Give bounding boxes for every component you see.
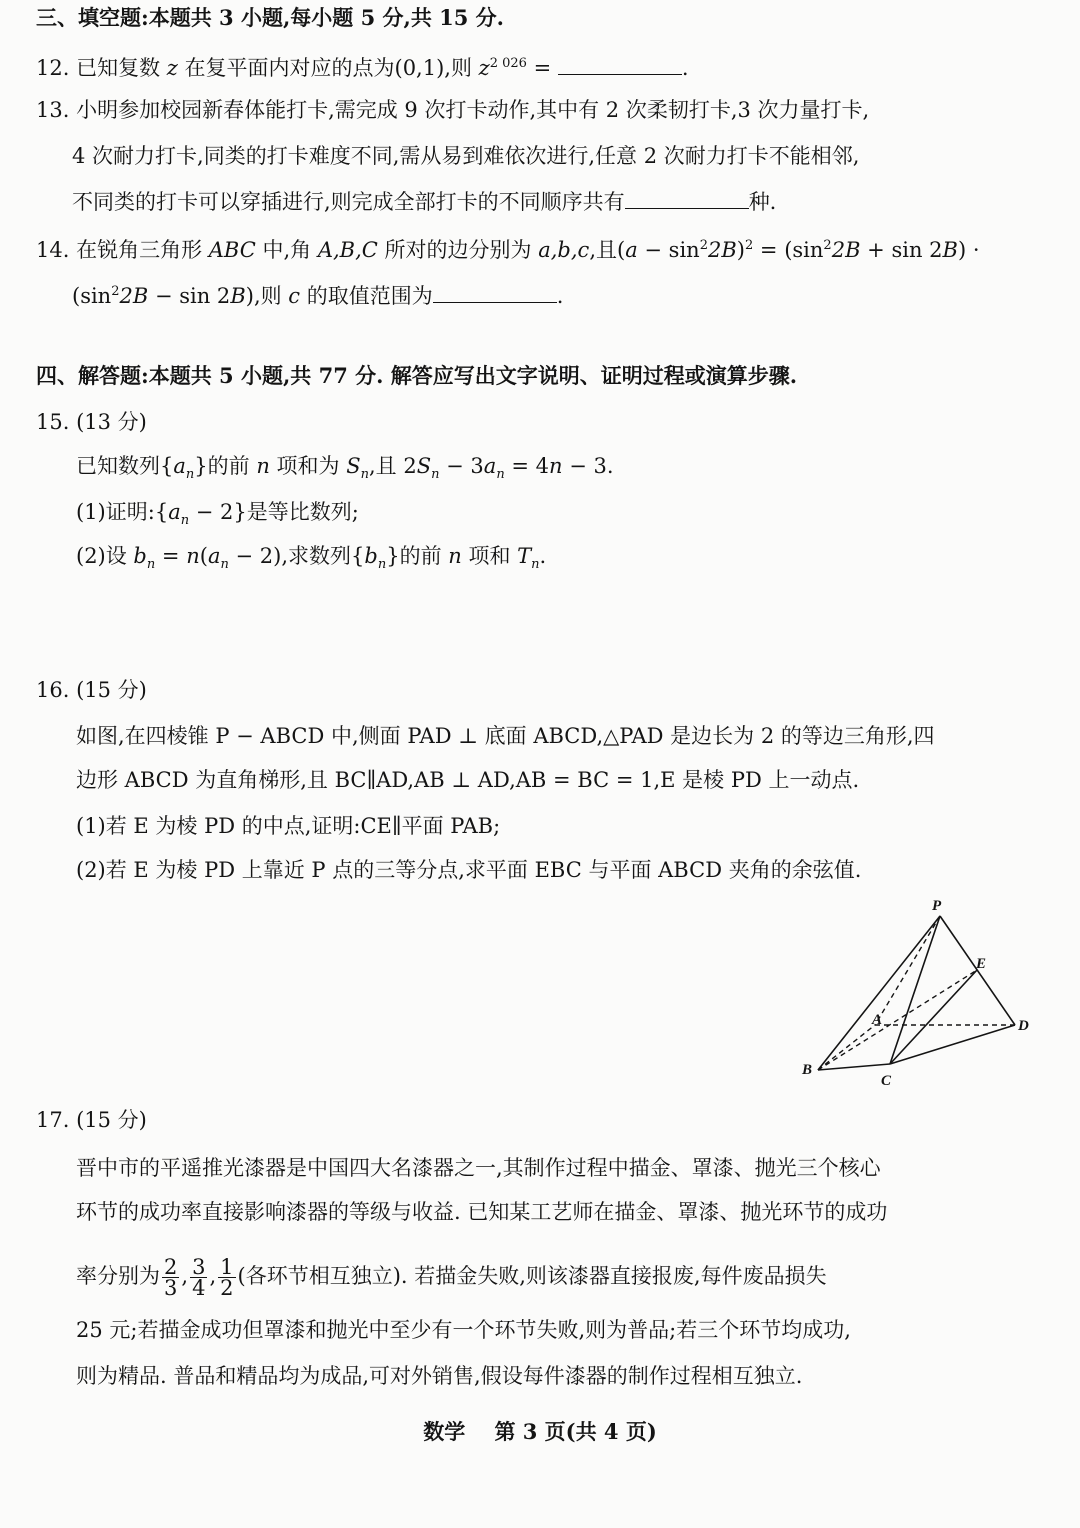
q14-sup: 2 [744,238,754,253]
pyramid-figure [790,892,1050,1092]
q14-text: ) · [957,238,980,262]
question-15-title: 15. (13 分) [36,410,147,434]
fraction [218,1257,235,1298]
q15-sub: n [180,513,190,529]
edge-pc [890,916,940,1064]
edge-pa [875,916,940,1025]
q14-var: ABC [208,238,256,262]
q14-sup: 2 [823,238,832,253]
answer-blank [558,54,682,75]
q12-exponent: 2 026 [489,56,527,71]
question-13-line-1: 13. 小明参加校园新春体能打卡,需完成 9 次打卡动作,其中有 2 次柔韧打卡,3 次力量打卡, [36,98,870,122]
question-16-title: 16. (15 分) [36,678,147,702]
q12-text: = [526,56,558,80]
q15-text: ,且 2 [368,454,417,478]
q15-text: 已知数列{ [76,454,174,478]
q15-sub: n [360,467,369,483]
q15-sub: n [220,557,229,573]
q14-var: 2B [707,238,737,262]
edge-bc [818,1064,890,1070]
q15-var: a [483,454,497,478]
fraction-numerator: 3 [192,1255,206,1279]
question-13-line-3 [72,188,776,216]
question-14-line-2 [72,278,563,310]
q15-sub: n [531,557,540,573]
answer-blank [433,282,557,303]
q14-var: B [230,284,246,308]
q15-sub: n [146,557,156,573]
q15-var: a [173,454,186,478]
q15-var: S [416,454,432,478]
label-p: P [932,898,942,914]
q14-text: 所对的边分别为 [377,238,539,262]
q15-var: T [517,544,532,568]
question-17-line-3 [76,1254,827,1298]
q15-text: . [539,544,547,568]
q15-var: n [186,544,200,568]
question-15-stem [76,452,614,489]
label-a: A [872,1012,883,1028]
q14-text: 中,角 [255,238,318,262]
q15-text: − 2),求数列{ [228,544,365,568]
question-17-line-5: 则为精品. 普品和精品均为成品,可对外销售,假设每件漆器的制作过程相互独立. [76,1364,803,1388]
q15-text: 项和 [461,544,518,568]
question-17-line-2: 环节的成功率直接影响漆器的等级与收益. 已知某工艺师在描金、罩漆、抛光环节的成功 [76,1200,888,1224]
q14-text: − sin 2 [148,284,231,308]
page-footer: 数学 第 3 页(共 4 页) [423,1419,657,1444]
q14-text: ) [736,238,745,262]
q14-text: . [556,284,564,308]
label-d: D [1018,1018,1029,1034]
q14-text: ,且( [589,238,626,262]
q14-sup: 2 [699,238,708,253]
section3-header: 三、填空题:本题共 3 小题,每小题 5 分,共 15 分. [36,5,504,30]
q15-text: (2)设 [76,544,134,568]
label-b: B [802,1062,813,1078]
q12-text: 在复平面内对应的点为(0,1),则 [177,56,479,80]
question-16-part-2: (2)若 E 为棱 PD 上靠近 P 点的三等分点,求平面 EBC 与平面 ABCD 夹角的余弦值. [76,858,862,882]
q14-var: 2B [119,284,149,308]
q15-var: S [346,454,361,478]
q15-text: = 4 [504,454,549,478]
q15-text: ( [199,544,208,568]
q15-text: 项和为 [269,454,347,478]
q15-var: b [133,544,147,568]
question-12 [36,50,689,82]
question-16-line-1: 如图,在四棱锥 P − ABCD 中,侧面 PAD ⊥ 底面 ABCD,△PAD 是边长为 2 的等边三角形,四 [76,724,935,748]
q15-text: − 2}是等比数列; [189,500,359,524]
fraction [162,1257,179,1298]
q14-text: + sin 2 [860,238,943,262]
q14-text: = (sin [753,238,824,262]
edge-pb [818,916,940,1070]
answer-blank [625,188,749,209]
q14-text: ),则 [245,284,289,308]
q17-text: , [181,1264,189,1288]
q17-text: 率分别为 [76,1264,160,1288]
q14-var: B [942,238,958,262]
q14-text: − sin [637,238,700,262]
q12-text: . [681,56,689,80]
q15-var: n [256,454,270,478]
fraction-numerator: 2 [164,1255,178,1279]
label-c: C [881,1073,892,1089]
q17-text: , [209,1264,217,1288]
q14-var: c [288,284,301,308]
q15-text: = [155,544,187,568]
q14-var: 2B [831,238,861,262]
q14-text: 的取值范围为 [300,284,433,308]
fraction [190,1257,207,1298]
fraction-denominator: 2 [220,1276,234,1300]
q15-sub: n [377,557,387,573]
q15-var: a [207,544,221,568]
q12-text: 12. 已知复数 [36,56,167,80]
q15-text: }的前 [386,544,449,568]
question-16-line-2: 边形 ABCD 为直角梯形,且 BC∥AD,AB ⊥ AD,AB = BC = 1,E 是棱 PD 上一动点. [76,768,860,792]
q13-text: 种. [748,190,777,214]
q14-text: (sin [72,284,112,308]
question-17-line-1: 晋中市的平遥推光漆器是中国四大名漆器之一,其制作过程中描金、罩漆、抛光三个核心 [76,1156,881,1180]
q12-var: z [478,56,490,80]
q15-var: n [549,454,563,478]
q15-text: }的前 [194,454,257,478]
q15-var: b [364,544,378,568]
question-17-line-4: 25 元;若描金成功但罩漆和抛光中至少有一个环节失败,则为普品;若三个环节均成功, [76,1318,851,1342]
question-16-part-1: (1)若 E 为棱 PD 的中点,证明:CE∥平面 PAB; [76,814,501,838]
fraction-numerator: 1 [220,1255,234,1279]
question-15-part-1 [76,498,359,535]
q14-text: 14. 在锐角三角形 [36,238,209,262]
question-15-part-2 [76,542,546,579]
question-17-title: 17. (15 分) [36,1108,147,1132]
q15-sub: n [496,467,505,483]
q15-var: n [448,544,462,568]
q15-text: (1)证明:{ [76,500,169,524]
fraction-denominator: 4 [192,1276,206,1300]
question-13-line-2: 4 次耐力打卡,同类的打卡难度不同,需从易到难依次进行,任意 2 次耐力打卡不能相邻, [72,144,860,168]
section4-header: 四、解答题:本题共 5 小题,共 77 分. 解答应写出文字说明、证明过程或演算步骤. [36,363,798,388]
edge-ab [818,1025,875,1070]
q15-text: − 3 [439,454,484,478]
q14-var: A,B,C [317,238,378,262]
question-14-line-1 [36,232,980,264]
q17-text: (各环节相互独立). 若描金失败,则该漆器直接报废,每件废品损失 [237,1264,827,1288]
q14-var: a [625,238,638,262]
q15-sub: n [431,467,440,483]
q15-text: − 3. [562,454,614,478]
q12-var: z [166,56,178,80]
q15-var: a [168,500,181,524]
q14-sup: 2 [111,284,120,299]
fraction-denominator: 3 [164,1276,178,1300]
q13-text: 不同类的打卡可以穿插进行,则完成全部打卡的不同顺序共有 [72,190,625,214]
label-e: E [976,956,987,972]
q15-sub: n [185,467,195,483]
q14-var: a,b,c [538,238,590,262]
